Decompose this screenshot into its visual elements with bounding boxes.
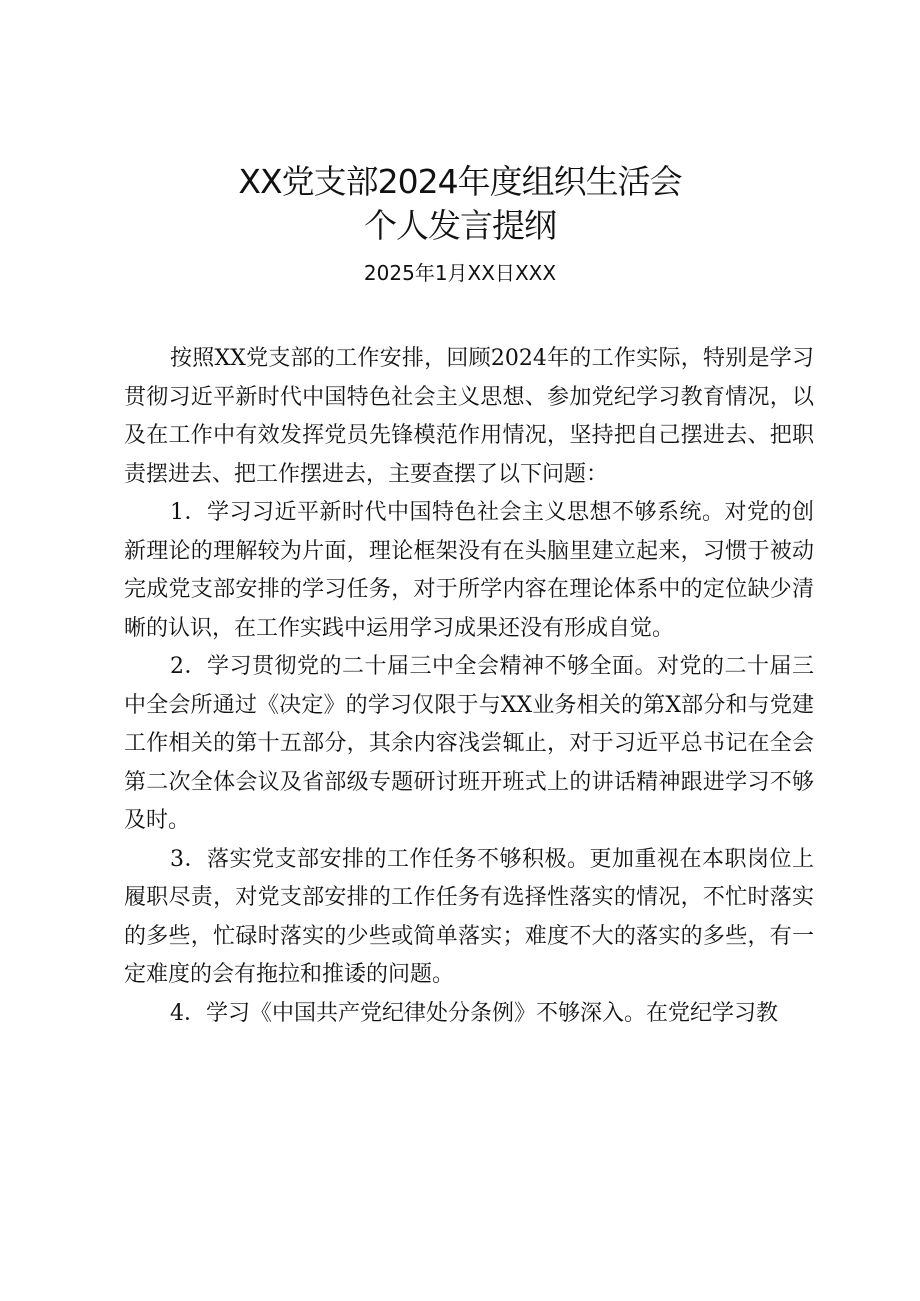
issue-item-4: 4．学习《中国共产党纪律处分条例》不够深入。在党纪学习教 <box>170 1000 778 1026</box>
document-title-line-2: 个人发言提纲 <box>364 206 556 245</box>
document-title-line-1: XX党支部2024年度组织生活会 <box>238 162 682 201</box>
issue-item-2: 2．学习贯彻党的二十届三中全会精神不够全面。对党的二十届三中全会所通过《决定》的学习仅限于与XX业务相关的第X部分和与党建工作相关的第十五部分，其余内容浅尝辄止，对于习近平总书记在全会第二次全体会议及省部级专题研讨班开班式上的讲话精神跟进学习不够及时。 <box>124 654 814 833</box>
issue-item-1: 1．学习习近平新时代中国特色社会主义思想不够系统。对党的创新理论的理解较为片面，理论框架没有在头脑里建立起来，习惯于被动完成党支部安排的学习任务，对于所学内容在理论体系中的定位缺少清晰的认识，在工作实践中运用学习成果还没有形成自觉。 <box>124 500 814 641</box>
issue-item-3: 3．落实党支部安排的工作任务不够积极。更加重视在本职岗位上履职尽责，对党支部安排的工作任务有选择性落实的情况，不忙时落实的多些，忙碌时落实的少些或简单落实；难度不大的落实的多些，有一定难度的会有拖拉和推诿的问题。 <box>124 846 814 987</box>
document-body <box>124 340 814 1033</box>
intro-paragraph: 按照XX党支部的工作安排，回顾2024年的工作实际，特别是学习贯彻习近平新时代中国特色社会主义思想、参加党纪学习教育情况，以及在工作中有效发挥党员先锋模范作用情况，坚持把自己摆进去、把职责摆进去、把工作摆进去，主要查摆了以下问题： <box>124 346 814 487</box>
date-author-line: 2025年1月XX日XXX <box>363 261 557 285</box>
title-block <box>0 160 920 286</box>
